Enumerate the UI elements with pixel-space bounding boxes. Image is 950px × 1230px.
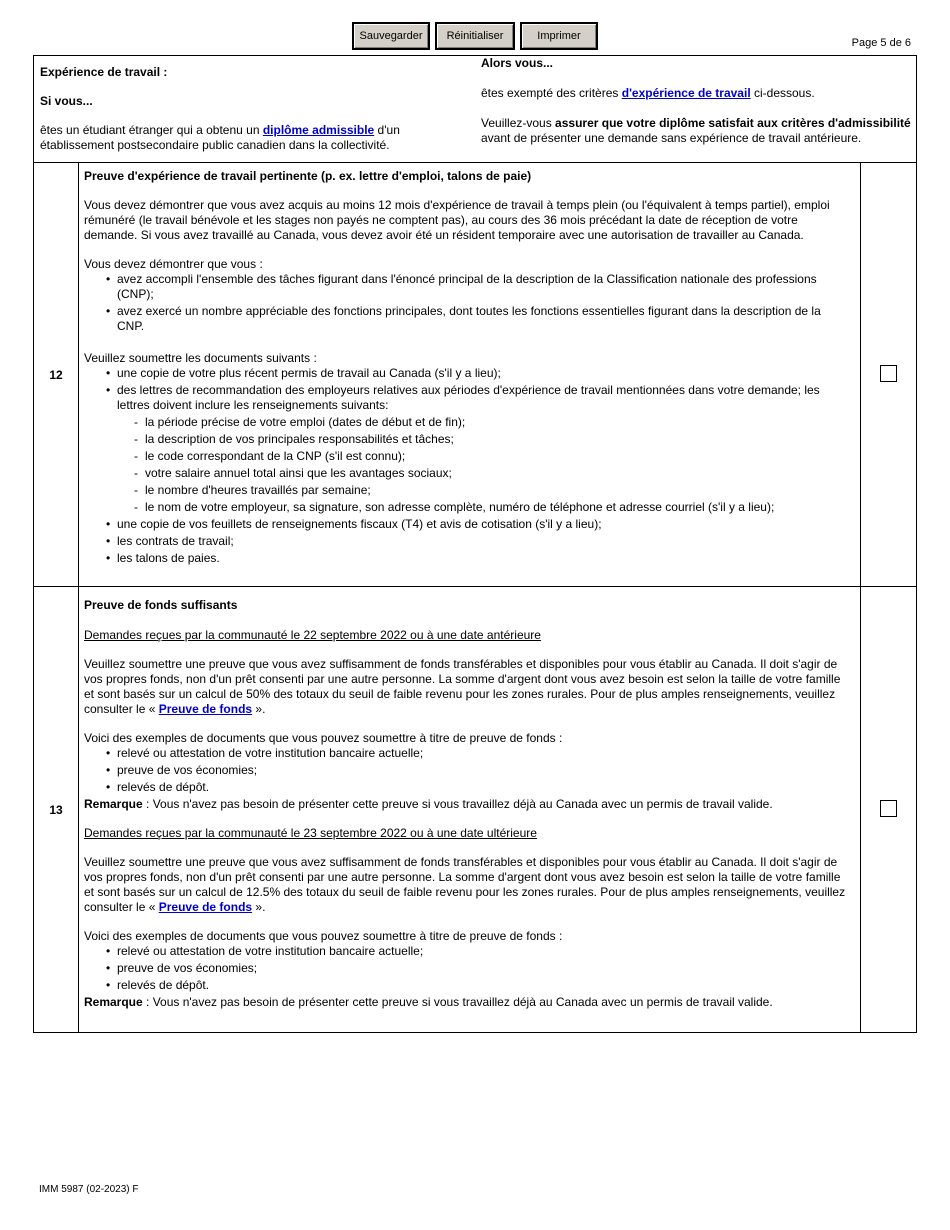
header-exempt-pre: êtes exempté des critères [481,86,622,100]
list-item: - le nombre d'heures travaillés par semaine; [84,483,850,498]
list-item: - le code correspondant de la CNP (s'il est connu); [84,449,850,464]
list-item: • avez accompli l'ensemble des tâches figurant dans l'énoncé principal de la description de la Classification nationale des professions (CNP); [84,272,850,302]
row13-title: Preuve de fonds suffisants [84,598,238,612]
row13-section1-heading: Demandes reçues par la communauté le 22 septembre 2022 ou à une date antérieure [84,628,541,642]
row13-section1-examples-intro: Voici des exemples de documents que vous pouvez soumettre à titre de preuve de fonds : [84,731,563,745]
proof-of-funds-link[interactable]: Preuve de fonds [158,702,253,716]
row-checkbox-cell [861,163,917,587]
header-ensure-post: avant de présenter une demande sans expérience de travail antérieure. [481,131,862,145]
work-experience-link[interactable]: d'expérience de travail [621,86,751,100]
section1-para-post: ». [252,702,266,716]
section1-para-pre: Veuillez soumettre une preuve que vous avez suffisamment de fonds transférables et disponibles pour vous établir au Canada. Il doit s'agir de vos propres fonds, non d'un prêt consenti par une autre personne. La somme d'argent dont vous avez besoin est selon la taille de votre famille et sont basés sur un calcul de 50% des totaux du seuil de faible revenu pour les zones rurales. Pour de plus amples renseignements, veuillez consulter le « [84,657,841,716]
list-item: - la période précise de votre emploi (dates de début et de fin); [84,415,850,430]
list-item: • avez exercé un nombre appréciable des fonctions principales, dont toutes les fonctions essentielles figurant dans la description de la CNP. [84,304,850,334]
header-ensure-bold: assurer que votre diplôme satisfait aux critères d'admissibilité [555,116,911,130]
list-item: - la description de vos principales responsabilités et tâches; [84,432,850,447]
form-footer-code: IMM 5987 (02-2023) F [39,1184,139,1195]
row12-title: Preuve d'expérience de travail pertinente (p. ex. lettre d'emploi, talons de paie) [84,169,532,183]
list-item: • une copie de vos feuillets de renseignements fiscaux (T4) et avis de cotisation (s'il y a lieu); [84,517,850,532]
header-ensure-pre: Veuillez-vous [481,116,556,130]
list-item: • relevé ou attestation de votre institution bancaire actuelle; [84,944,850,959]
row-content [79,163,861,587]
save-button[interactable]: Sauvegarder [352,22,430,50]
list-item: • preuve de vos économies; [84,763,850,778]
remark-label: Remarque [84,797,143,811]
header-left-desc-pre: êtes un étudiant étranger qui a obtenu un [40,123,263,137]
row12-checkbox[interactable] [880,365,897,382]
row-number: 13 [34,587,79,1033]
row13-section1-examples [84,746,850,795]
eligible-diploma-link[interactable]: diplôme admissible [262,123,375,137]
header-then-you: Alors vous... [481,56,554,70]
header-left-description [40,123,440,153]
row12-submit-list [84,366,850,566]
list-item: • relevés de dépôt. [84,780,850,795]
row13-section2-examples [84,944,850,993]
list-item: • les contrats de travail; [84,534,850,549]
list-item: • une copie de votre plus récent permis de travail au Canada (s'il y a lieu); [84,366,850,381]
list-item: - votre salaire annuel total ainsi que les avantages sociaux; [84,466,850,481]
checklist-table [33,162,917,1033]
row-checkbox-cell [861,587,917,1033]
list-item: • relevés de dépôt. [84,978,850,993]
proof-of-funds-link[interactable]: Preuve de fonds [158,900,253,914]
section2-para-post: ». [252,900,266,914]
work-experience-header [33,55,917,163]
row13-section2-examples-intro: Voici des exemples de documents que vous pouvez soumettre à titre de preuve de fonds : [84,929,563,943]
row13-section2-para [84,855,850,915]
row13-section1-remark [84,797,850,812]
header-left-desc-post: d'un établissement postsecondaire public canadien dans la collectivité. [40,123,400,152]
header-if-you: Si vous... [40,94,93,108]
list-item: • les talons de paies. [84,551,850,566]
header-exempt-text [481,86,911,100]
header-title: Expérience de travail : [40,65,168,79]
list-item: - le nom de votre employeur, sa signature, son adresse complète, numéro de téléphone et adresse courriel (s'il y a lieu); [84,500,850,515]
row-number: 12 [34,163,79,587]
row12-letter-list [84,415,850,515]
header-exempt-post: ci-dessous. [750,86,815,100]
list-item-text: des lettres de recommandation des employeurs relatives aux périodes d'expérience de travail mentionnées dans votre demande; les lettres doivent inclure les renseignements suivants: [117,383,820,412]
row13-section2-heading: Demandes reçues par la communauté le 23 septembre 2022 ou à une date ultérieure [84,826,537,840]
reset-button[interactable]: Réinitialiser [435,22,515,50]
list-item [84,383,850,515]
remark-label: Remarque [84,995,143,1009]
table-row [34,587,917,1033]
row-content [79,587,861,1033]
row13-section1-para [84,657,850,717]
page-number: Page 5 de 6 [851,37,911,49]
section2-para-pre: Veuillez soumettre une preuve que vous avez suffisamment de fonds transférables et disponibles pour vous établir au Canada. Il doit s'agir de vos propres fonds, non d'un prêt consenti par une autre personne. La somme d'argent dont vous avez besoin est selon la taille de votre famille et sont basés sur un calcul de 12.5% des totaux du seuil de faible revenu pour les zones rurales. Pour de plus amples renseignements, veuillez consulter le « [84,855,846,914]
list-item: • preuve de vos économies; [84,961,850,976]
row13-section2-remark [84,995,850,1010]
print-button[interactable]: Imprimer [520,22,598,50]
list-item: • relevé ou attestation de votre institution bancaire actuelle; [84,746,850,761]
remark-text: : Vous n'avez pas besoin de présenter cette preuve si vous travaillez déjà au Canada avec un permis de travail valide. [142,797,773,811]
row12-submit-intro: Veuillez soumettre les documents suivants : [84,351,317,365]
row13-checkbox[interactable] [880,800,897,817]
row12-demonstrate-intro: Vous devez démontrer que vous : [84,257,263,271]
remark-text: : Vous n'avez pas besoin de présenter cette preuve si vous travaillez déjà au Canada avec un permis de travail valide. [142,995,773,1009]
row12-demonstrate-list [84,272,850,334]
header-ensure-text [481,116,911,146]
table-row [34,163,917,587]
row12-para1: Vous devez démontrer que vous avez acquis au moins 12 mois d'expérience de travail à temps plein (ou l'équivalent à temps partiel), emploi rémunéré (le travail bénévole et les stages non payés ne comptent pas), au cours des 36 mois précédant la date de réception de votre demande. Si vous avez travaillé au Canada, vous devez avoir été un résident temporaire avec une autorisation de travailler au Canada. [84,198,830,242]
